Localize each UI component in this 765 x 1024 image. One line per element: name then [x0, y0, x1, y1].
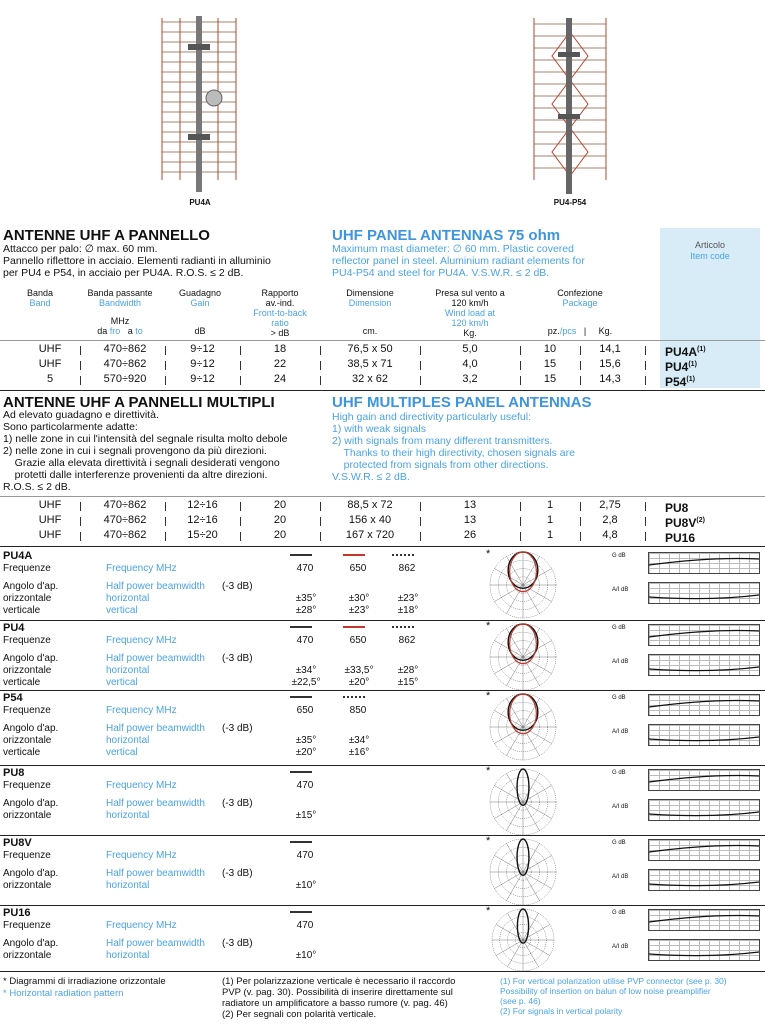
- half-power-label: Half power beamwidth: [106, 868, 205, 879]
- minus3-label: (-3 dB): [222, 581, 253, 592]
- table1-row: [0, 357, 765, 372]
- oriz-value: ±28°: [397, 665, 419, 676]
- en-desc-1: Maximum mast diameter: ∅ 60 mm. Plastic covered reflector panel in steel. Aluminium radiant elements for PU4-P54 and steel for PU4A. V.S.W.R. ≤ 2 dB.: [332, 243, 585, 279]
- pattern-star: *: [486, 690, 491, 702]
- model-block-pu8v: [0, 835, 765, 905]
- radiation-pattern: [488, 767, 558, 837]
- table2-cell-bw: 470÷862: [103, 499, 147, 511]
- angolo-label: Angolo d'ap.: [3, 581, 59, 592]
- table2-cell-dim: 156 x 40: [348, 514, 392, 526]
- legend-line: [343, 626, 365, 628]
- radiation-pattern: [488, 837, 558, 907]
- legend-line: [392, 554, 414, 556]
- vert-value: ±23°: [348, 605, 370, 616]
- frequenze-label: Frequenze: [3, 635, 51, 646]
- table1-cell-ratio: 18: [273, 343, 287, 355]
- orizzontale-label: orizzontale: [3, 950, 52, 961]
- freq-value: 470: [296, 850, 314, 861]
- item-code-label: Item code: [690, 251, 730, 261]
- oriz-value: ±23°: [397, 593, 419, 604]
- oriz-value: ±35°: [295, 593, 317, 604]
- gain-graph: [648, 582, 760, 604]
- table1-cell-dim: 76,5 x 50: [347, 343, 393, 355]
- table1-cell-wind: 3,2: [462, 373, 478, 385]
- table2-cell-dim: 88,5 x 72: [347, 499, 393, 511]
- frequenze-label: Frequenze: [3, 563, 51, 574]
- radiation-pattern: [488, 622, 558, 692]
- table2-row: [0, 498, 765, 513]
- minus3-label: (-3 dB): [222, 798, 253, 809]
- it-title-1: ANTENNE UHF A PANNELLO: [3, 227, 210, 244]
- oriz-value: ±10°: [295, 950, 317, 961]
- table2-cell-dim: 167 x 720: [345, 529, 395, 541]
- g-db-label: G dB: [612, 695, 626, 701]
- vertical-label: vertical: [106, 677, 138, 688]
- table1-cell-bw: 570÷920: [103, 373, 147, 385]
- ai-db-label: A/I dB: [612, 729, 629, 735]
- table1-item-code: P54$^{(1)}$: [665, 375, 695, 389]
- horizontal-label: horizontal: [106, 880, 150, 891]
- verticale-label: verticale: [3, 677, 41, 688]
- gain-graph: [648, 694, 760, 716]
- table2-cell-bw: 470÷862: [103, 529, 147, 541]
- gain-graph: [648, 909, 760, 931]
- ai-db-label: A/I dB: [612, 659, 629, 665]
- table2-cell-pcs: 1: [546, 499, 554, 511]
- table2-cell-band: UHF: [38, 499, 62, 511]
- frequenze-label: Frequenze: [3, 920, 51, 931]
- col-dimension: Dimensione Dimension cm.: [346, 288, 394, 336]
- table1-cell-band: UHF: [38, 343, 62, 355]
- col-package: Confezione Package pz./pcs | Kg.: [547, 288, 613, 336]
- freq-value: 470: [296, 780, 314, 791]
- legend-line: [343, 696, 365, 698]
- freq-value: 470: [296, 563, 314, 574]
- left-image-caption: PU4A: [189, 198, 211, 207]
- footer-it-note: * Diagrammi di irradiazione orizzontale: [3, 976, 166, 987]
- pu4-p54-antenna-image: [530, 14, 610, 194]
- table1-row: [0, 372, 765, 387]
- legend-line: [290, 771, 312, 773]
- legend-line: [343, 554, 365, 556]
- en-title-1: UHF PANEL ANTENNAS 75 ohm: [332, 227, 561, 244]
- table1-cell-wind: 5,0: [462, 343, 478, 355]
- gain-graph: [648, 769, 760, 791]
- gain-graph: [648, 869, 760, 891]
- pu4a-antenna-image: [158, 14, 240, 194]
- en-title-2: UHF MULTIPLES PANEL ANTENNAS: [332, 394, 592, 411]
- frequenze-label: Frequenze: [3, 850, 51, 861]
- table1-cell-band: UHF: [38, 358, 62, 370]
- model-block-pu4a: [0, 548, 765, 620]
- freq-value: 650: [296, 705, 314, 716]
- table1-cell-dim: 38,5 x 71: [347, 358, 393, 370]
- horizontal-label: horizontal: [106, 810, 150, 821]
- oriz-value: ±35°: [295, 735, 317, 746]
- oriz-value: ±33,5°: [344, 665, 374, 676]
- pattern-star: *: [486, 765, 491, 777]
- table2-item-code: $PU8V^{(2)}$: [665, 516, 705, 530]
- table1-cell-kg: 14,3: [599, 373, 621, 385]
- radiation-pattern: [488, 692, 558, 762]
- legend-line: [290, 696, 312, 698]
- table1-cell-kg: 14,1: [599, 343, 621, 355]
- freq-value: 470: [296, 920, 314, 931]
- table2-cell-band: UHF: [38, 514, 62, 526]
- horizontal-label: horizontal: [106, 735, 150, 746]
- table2-cell-kg: 2,8: [602, 514, 618, 526]
- half-power-label: Half power beamwidth: [106, 938, 205, 949]
- ai-db-label: A/I dB: [612, 874, 629, 880]
- model-name: PU4: [3, 622, 25, 634]
- table2-row: [0, 528, 765, 543]
- verticale-label: verticale: [3, 605, 41, 616]
- vert-value: ±28°: [295, 605, 317, 616]
- table2-cell-gain: 12÷16: [187, 499, 218, 511]
- frequency-label: Frequency MHz: [106, 920, 177, 931]
- model-block-pu8: [0, 765, 765, 835]
- ai-db-label: A/I dB: [612, 804, 629, 810]
- angolo-label: Angolo d'ap.: [3, 868, 59, 879]
- model-name: PU4A: [3, 550, 33, 562]
- minus3-label: (-3 dB): [222, 653, 253, 664]
- gain-graph: [648, 799, 760, 821]
- freq-value: 850: [349, 705, 367, 716]
- articolo-label: Articolo: [694, 240, 725, 250]
- freq-value: 862: [398, 635, 416, 646]
- table2-item-code: PU8: [665, 501, 689, 515]
- half-power-label: Half power beamwidth: [106, 798, 205, 809]
- vert-value: ±22,5°: [291, 677, 321, 688]
- table2-cell-band: UHF: [38, 529, 62, 541]
- table1-cell-ratio: 22: [273, 358, 287, 370]
- table2-row: [0, 513, 765, 528]
- col-wind: Presa sul vento a 120 km/h Wind load at 120 km/h Kg.: [435, 288, 505, 338]
- table1-cell-dim: 32 x 62: [351, 373, 389, 385]
- it-desc-2: Ad elevato guadagno e direttività. Sono particolarmente adatte: 1) nelle zone in cui l'intensità del segnale risulta molto debole 2) nelle zone in cui i segnali provengono da più direzioni. Grazie alla elevata direttività i segnali desiderati vengono protetti dalle interferenze provenienti da altre direzioni. R.O.S. ≤ 2 dB.: [3, 409, 288, 493]
- vert-value: ±16°: [348, 747, 370, 758]
- table2-cell-kg: 2,75: [599, 499, 621, 511]
- table1-cell-gain: 9÷12: [190, 358, 215, 370]
- half-power-label: Half power beamwidth: [106, 723, 205, 734]
- horizontal-label: horizontal: [106, 950, 150, 961]
- gain-graph: [648, 939, 760, 961]
- vert-value: ±20°: [295, 747, 317, 758]
- orizzontale-label: orizzontale: [3, 880, 52, 891]
- orizzontale-label: orizzontale: [3, 735, 52, 746]
- g-db-label: G dB: [612, 770, 626, 776]
- frequenze-label: Frequenze: [3, 780, 51, 791]
- col-bandwidth: Banda passante Bandwidth MHz da fro a to: [87, 288, 153, 336]
- pattern-star: *: [486, 620, 491, 632]
- table2-cell-ratio: 20: [273, 514, 287, 526]
- angolo-label: Angolo d'ap.: [3, 938, 59, 949]
- freq-value: 862: [398, 563, 416, 574]
- right-image-caption: PU4-P54: [553, 198, 587, 207]
- model-block-pu4: [0, 620, 765, 690]
- angolo-label: Angolo d'ap.: [3, 798, 59, 809]
- table2-cell-pcs: 1: [546, 529, 554, 541]
- frequenze-label: Frequenze: [3, 705, 51, 716]
- it-desc-1: Attacco per palo: ∅ max. 60 mm. Pannello riflettore in acciaio. Elementi radianti in alluminio per PU4 e P54, in acciaio per PU4A. R.O.S. ≤ 2 dB.: [3, 243, 271, 279]
- half-power-label: Half power beamwidth: [106, 653, 205, 664]
- vertical-label: vertical: [106, 605, 138, 616]
- it-title-2: ANTENNE UHF A PANNELLI MULTIPLI: [3, 394, 275, 411]
- freq-value: 470: [296, 635, 314, 646]
- freq-value: 650: [349, 563, 367, 574]
- frequency-label: Frequency MHz: [106, 780, 177, 791]
- horizontal-label: horizontal: [106, 593, 150, 604]
- table1-row: [0, 342, 765, 357]
- table2-cell-wind: 13: [463, 499, 477, 511]
- freq-value: 650: [349, 635, 367, 646]
- minus3-label: (-3 dB): [222, 868, 253, 879]
- gain-graph: [648, 724, 760, 746]
- legend-line: [290, 841, 312, 843]
- model-name: P54: [3, 692, 23, 704]
- ai-db-label: A/I dB: [612, 944, 629, 950]
- table2-item-code: PU16: [665, 531, 696, 545]
- table1-cell-pcs: 10: [543, 343, 557, 355]
- model-block-pu16: [0, 905, 765, 971]
- orizzontale-label: orizzontale: [3, 810, 52, 821]
- table2-cell-gain: 12÷16: [187, 514, 218, 526]
- table1-cell-band: 5: [46, 373, 54, 385]
- legend-line: [392, 626, 414, 628]
- vert-value: ±20°: [348, 677, 370, 688]
- g-db-label: G dB: [612, 840, 626, 846]
- footer-note1-it: (1) Per polarizzazione verticale è necessario il raccordo PVP (v. pag. 30). Possibilità di inserire direttamente sul radiatore un amplificatore a basso rumore (v. pag. 46) (2) Per segnali con polarità verticale.: [222, 976, 456, 1020]
- table1-cell-pcs: 15: [543, 373, 557, 385]
- orizzontale-label: orizzontale: [3, 593, 52, 604]
- oriz-value: ±34°: [348, 735, 370, 746]
- frequency-label: Frequency MHz: [106, 635, 177, 646]
- oriz-value: ±10°: [295, 880, 317, 891]
- pattern-star: *: [486, 905, 491, 917]
- legend-line: [290, 626, 312, 628]
- model-name: PU8: [3, 767, 25, 779]
- vertical-label: vertical: [106, 747, 138, 758]
- table2-cell-pcs: 1: [546, 514, 554, 526]
- footer-note1-en: (1) For vertical polarization utilise PVP connector (see p. 30) Possibility of insertion on balun of low noise preamplifier (see p. 46) (2) For signals in vertical polarity: [500, 976, 727, 1016]
- radiation-pattern: [490, 907, 556, 973]
- table2-cell-wind: 26: [463, 529, 477, 541]
- table1-cell-pcs: 15: [543, 358, 557, 370]
- gain-graph: [648, 839, 760, 861]
- angolo-label: Angolo d'ap.: [3, 653, 59, 664]
- g-db-label: G dB: [612, 910, 626, 916]
- ai-db-label: A/I dB: [612, 587, 629, 593]
- g-db-label: G dB: [612, 625, 626, 631]
- vert-value: ±18°: [397, 605, 419, 616]
- table1-cell-gain: 9÷12: [190, 343, 215, 355]
- gain-graph: [648, 552, 760, 574]
- minus3-label: (-3 dB): [222, 723, 253, 734]
- table2-cell-ratio: 20: [273, 529, 287, 541]
- oriz-value: ±34°: [295, 665, 317, 676]
- vert-value: ±15°: [397, 677, 419, 688]
- radiation-pattern: [488, 550, 558, 620]
- table1-cell-wind: 4,0: [462, 358, 478, 370]
- table2-cell-wind: 13: [463, 514, 477, 526]
- col-band: Banda Band: [26, 288, 54, 308]
- footer-en-note: * Horizontal radiation pattern: [3, 988, 124, 999]
- table1-cell-bw: 470÷862: [103, 343, 147, 355]
- table1-cell-kg: 15,6: [599, 358, 621, 370]
- horizontal-label: horizontal: [106, 665, 150, 676]
- table1-cell-ratio: 24: [273, 373, 287, 385]
- model-name: PU8V: [3, 837, 32, 849]
- en-desc-2: High gain and directivity particularly useful: 1) with weak signals 2) with signals from many different transmitters. Thanks to their high directivity, chosen signals are protected from signals from other directions. V.S.W.R. ≤ 2 dB.: [332, 411, 575, 483]
- col-gain: Guadagno Gain dB: [178, 288, 222, 336]
- legend-line: [290, 554, 312, 556]
- table1-cell-gain: 9÷12: [190, 373, 215, 385]
- pattern-star: *: [486, 835, 491, 847]
- table2-cell-ratio: 20: [273, 499, 287, 511]
- model-name: PU16: [3, 907, 31, 919]
- col-ratio: Rapporto av.-ind. Front-to-back ratio > dB: [253, 288, 307, 338]
- oriz-value: ±15°: [295, 810, 317, 821]
- g-db-label: G dB: [612, 553, 626, 559]
- minus3-label: (-3 dB): [222, 938, 253, 949]
- oriz-value: ±30°: [348, 593, 370, 604]
- table2-cell-kg: 4,8: [602, 529, 618, 541]
- angolo-label: Angolo d'ap.: [3, 723, 59, 734]
- legend-line: [290, 911, 312, 913]
- frequency-label: Frequency MHz: [106, 563, 177, 574]
- table1-item-code: $PU4A^{(1)}$: [665, 345, 706, 359]
- model-block-p54: [0, 690, 765, 765]
- frequency-label: Frequency MHz: [106, 705, 177, 716]
- pattern-star: *: [486, 548, 491, 560]
- table1-cell-bw: 470÷862: [103, 358, 147, 370]
- gain-graph: [648, 654, 760, 676]
- frequency-label: Frequency MHz: [106, 850, 177, 861]
- table1-item-code: PU4$^{(1)}$: [665, 360, 697, 374]
- half-power-label: Half power beamwidth: [106, 581, 205, 592]
- table2-cell-gain: 15÷20: [187, 529, 218, 541]
- orizzontale-label: orizzontale: [3, 665, 52, 676]
- gain-graph: [648, 624, 760, 646]
- table2-cell-bw: 470÷862: [103, 514, 147, 526]
- verticale-label: verticale: [3, 747, 41, 758]
